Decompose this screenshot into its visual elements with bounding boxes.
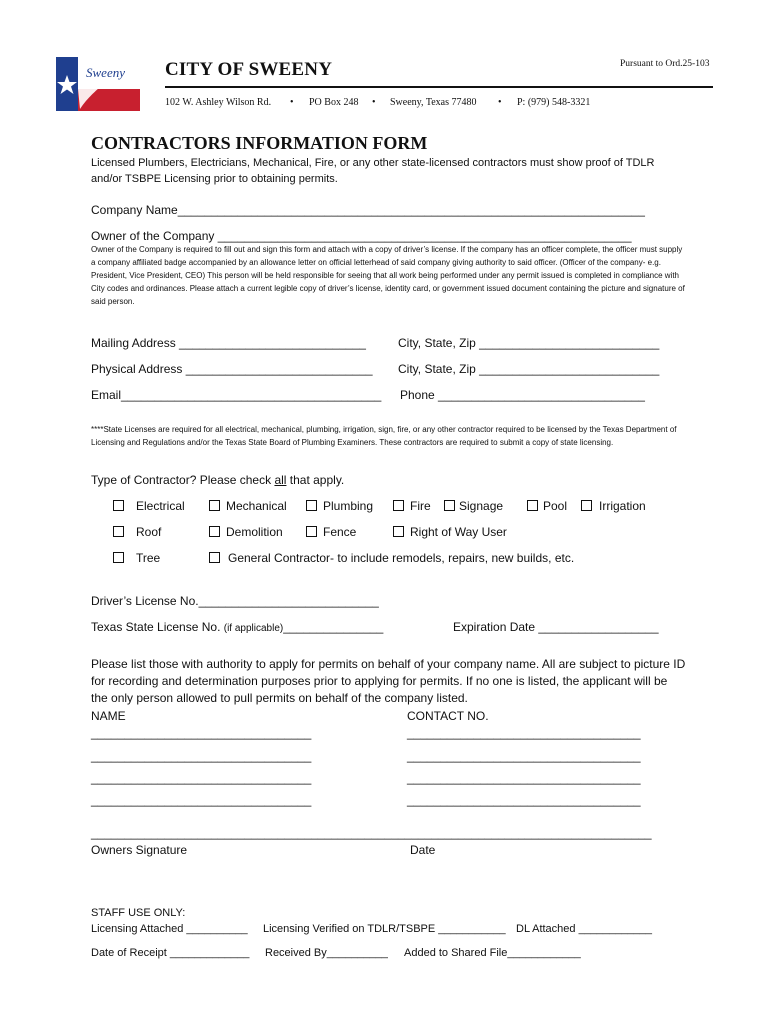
tree-label: Tree [136, 551, 161, 565]
authority-note: Please list those with authority to apply for permits on behalf of your company name. All are subject to picture ID for recording and determination purposes prior to applying for permits. If no one is listed, the applicant will be the only person allowed to pull permits on behalf of the company listed. [91, 657, 686, 705]
tree-checkbox[interactable] [113, 552, 124, 563]
date-label: Date [410, 843, 436, 857]
owner-field[interactable]: Owner of the Company ______________________________________________________________ [91, 229, 632, 243]
po-box: PO Box 248 [309, 97, 359, 108]
physical-address-field[interactable]: Physical Address ____________________________ [91, 362, 373, 376]
demolition-checkbox[interactable] [209, 526, 220, 537]
demolition-label: Demolition [226, 525, 283, 539]
mailing-address-field[interactable]: Mailing Address ____________________________ [91, 336, 366, 350]
name-line-2[interactable]: _________________________________ [91, 749, 312, 763]
electrical-label: Electrical [136, 499, 185, 513]
physical-city-state-zip-field[interactable]: City, State, Zip ___________________________ [398, 362, 660, 376]
general-contractor-checkbox[interactable] [209, 552, 220, 563]
name-column-header: NAME [91, 709, 126, 723]
fence-label: Fence [323, 525, 357, 539]
roof-label: Roof [136, 525, 162, 539]
pool-label: Pool [543, 499, 568, 513]
city-logo [56, 57, 140, 111]
signage-label: Signage [459, 499, 504, 513]
plumbing-checkbox[interactable] [306, 500, 317, 511]
date-of-receipt-field[interactable]: Date of Receipt _____________ [91, 947, 250, 959]
plumbing-label: Plumbing [323, 499, 374, 513]
added-to-shared-file-field[interactable]: Added to Shared File____________ [404, 947, 581, 959]
signature-line[interactable]: ____________________________________________________________________________________ [91, 826, 652, 840]
name-line-4[interactable]: _________________________________ [91, 793, 312, 807]
electrical-checkbox[interactable] [113, 500, 124, 511]
contact-line-2[interactable]: ___________________________________ [407, 749, 641, 763]
address-bullet-1: • [290, 97, 294, 108]
right-of-way-checkbox[interactable] [393, 526, 404, 537]
drivers-license-field[interactable]: Driver’s License No.___________________________ [91, 594, 379, 608]
contractor-type-prompt: Type of Contractor? Please check all that apply. [91, 473, 345, 487]
licensing-verified-field[interactable]: Licensing Verified on TDLR/TSBPE ___________ [263, 923, 506, 935]
intro-text: Licensed Plumbers, Electricians, Mechanical, Fire, or any other state-licensed contractors must show proof of TDLR and/or TSBPE Licensing prior to obtaining permits. [91, 157, 655, 185]
fire-label: Fire [410, 499, 431, 513]
received-by-field[interactable]: Received By__________ [265, 947, 388, 959]
address-bullet-3: • [498, 97, 502, 108]
dl-attached-field[interactable]: DL Attached ____________ [516, 923, 652, 935]
street-address: 102 W. Ashley Wilson Rd. [165, 97, 272, 108]
general-contractor-label: General Contractor- to include remodels, repairs, new builds, etc. [228, 551, 575, 565]
pool-checkbox[interactable] [527, 500, 538, 511]
contact-line-1[interactable]: ___________________________________ [407, 726, 641, 740]
contact-column-header: CONTACT NO. [407, 709, 489, 723]
address-bullet-2: • [372, 97, 376, 108]
header-rule [165, 86, 713, 88]
logo-text: Sweeny [86, 65, 125, 80]
mechanical-checkbox[interactable] [209, 500, 220, 511]
phone-number: P: (979) 548-3321 [517, 97, 591, 108]
irrigation-checkbox[interactable] [581, 500, 592, 511]
owners-signature-label: Owners Signature [91, 843, 188, 857]
phone-field[interactable]: Phone _______________________________ [400, 388, 645, 402]
fire-checkbox[interactable] [393, 500, 404, 511]
company-name-field[interactable]: Company Name______________________________________________________________________ [91, 203, 645, 217]
contact-line-4[interactable]: ___________________________________ [407, 793, 641, 807]
fence-checkbox[interactable] [306, 526, 317, 537]
licensing-attached-field[interactable]: Licensing Attached __________ [91, 923, 248, 935]
staff-use-title: STAFF USE ONLY: [91, 907, 186, 919]
expiration-date-field[interactable]: Expiration Date __________________ [453, 620, 659, 634]
name-line-1[interactable]: _________________________________ [91, 726, 312, 740]
city-name: CITY OF SWEENY [165, 59, 333, 80]
mechanical-label: Mechanical [226, 499, 287, 513]
name-line-3[interactable]: _________________________________ [91, 771, 312, 785]
form-title: CONTRACTORS INFORMATION FORM [91, 133, 428, 153]
roof-checkbox[interactable] [113, 526, 124, 537]
city-state-zip: Sweeny, Texas 77480 [390, 97, 477, 108]
signage-checkbox[interactable] [444, 500, 455, 511]
email-field[interactable]: Email_______________________________________ [91, 388, 382, 402]
ordinance-reference: Pursuant to Ord.25-103 [620, 59, 710, 69]
tx-license-field[interactable]: Texas State License No. (if applicable)_______________ [91, 620, 384, 634]
owner-note: Owner of the Company is required to fill out and sign this form and attach with a copy of driver’s license. If the company has an officer complete, the officer must supply a company affiliated badge accompanied by an allowance letter on official letterhead of said company giving authority to said officer. (Officer of the company- e.g. President, Vice President, CEO) This person will be held responsible for seeing that all work being performed under any permit issued is completed in compliance with City codes and ordinances. Please attach a current legible copy of driver’s license, identity card, or government issued document containing the picture and signature of said person. [91, 245, 685, 306]
right-of-way-label: Right of Way User [410, 525, 507, 539]
irrigation-label: Irrigation [599, 499, 646, 513]
mailing-city-state-zip-field[interactable]: City, State, Zip ___________________________ [398, 336, 660, 350]
contact-line-3[interactable]: ___________________________________ [407, 771, 641, 785]
state-license-note: ****State Licenses are required for all electrical, mechanical, plumbing, irrigation, sign, fire, or any other contractor required to be licensed by the Texas Department of Licensing and Regulations and/or the Texas State Board of Plumbing Examiners. These contractors are required to submit a copy of state licensing. [91, 425, 677, 447]
